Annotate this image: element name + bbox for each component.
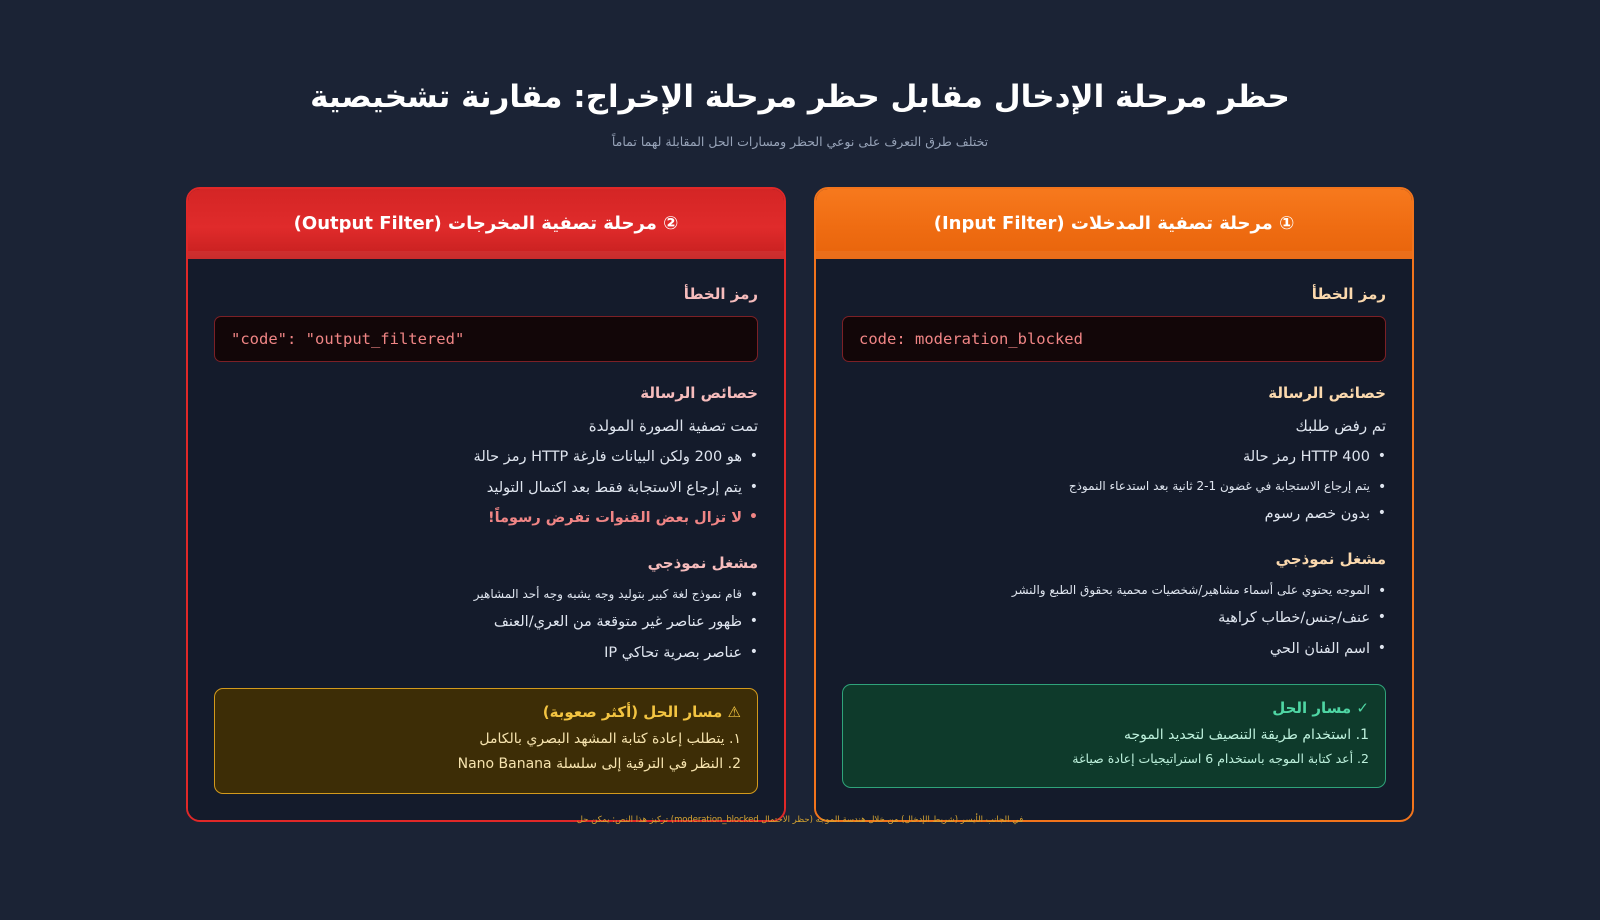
error-code-label: رمز الخطأ — [1311, 284, 1386, 303]
card-input-filter-header: ① مرحلة تصفية المدخلات (Input Filter) — [816, 189, 1412, 259]
page-title: حظر مرحلة الإدخال مقابل حظر مرحلة الإخراج: مقارنة تشخيصية — [310, 79, 1290, 115]
solution-step: 2. النظر في الترقية إلى سلسلة Nano Banana — [457, 755, 741, 772]
error-code-value: code: moderation_blocked — [842, 316, 1386, 362]
trigger-bullet-list — [214, 585, 758, 665]
solution-box-output — [214, 688, 758, 794]
page-header — [0, 0, 1600, 149]
list-item: • بدون خصم رسوم — [842, 503, 1386, 525]
solution-title: ⚠ مسار الحل (أكثر صعوبة) — [542, 703, 741, 722]
message-lead: تمت تصفية الصورة المولدة — [588, 416, 758, 435]
list-item: • يتم إرجاع الاستجابة في غضون 1-2 ثانية بعد استدعاء النموذج — [842, 477, 1386, 496]
comparison-cards-row — [0, 187, 1600, 822]
typical-trigger-label: مشغل نموذجي — [647, 553, 758, 572]
card-input-filter — [814, 187, 1414, 822]
error-code-label: رمز الخطأ — [683, 284, 758, 303]
typical-trigger-label: مشغل نموذجي — [1275, 549, 1386, 568]
list-item: • الموجه يحتوي على أسماء مشاهير/شخصيات محمية بحقوق الطبع والنشر — [842, 581, 1386, 600]
solution-step: 2. أعد كتابة الموجه باستخدام 6 استراتيجيات إعادة صياغة — [1072, 750, 1369, 766]
message-characteristics-label: خصائص الرسالة — [1268, 383, 1386, 402]
card-input-filter-body — [816, 259, 1412, 814]
list-item: • عناصر بصرية تحاكي IP — [214, 642, 758, 664]
message-bullet-list — [842, 446, 1386, 526]
solution-step: ١. يتطلب إعادة كتابة المشهد البصري بالكامل — [479, 731, 741, 748]
message-lead: تم رفض طلبك — [1295, 416, 1386, 435]
error-code-value: "code": "output_filtered" — [214, 316, 758, 362]
list-item: • ظهور عناصر غير متوقعة من العري/العنف — [214, 611, 758, 633]
message-bullet-list — [214, 446, 758, 529]
card-output-filter — [186, 187, 786, 822]
list-item: • عنف/جنس/خطاب كراهية — [842, 607, 1386, 629]
card-output-filter-body — [188, 259, 784, 820]
page-footer-note: في الجانب الأيسر (شريط الإدخال) من خلال هندسة الموجه (حظر الاحتمال moderation_blocked) تركيز هذا النص: يمكن حل — [576, 815, 1024, 825]
page-subtitle: تختلف طرق التعرف على نوعي الحظر ومسارات الحل المقابلة لهما تماماً — [611, 133, 989, 149]
list-item: • اسم الفنان الحي — [842, 638, 1386, 660]
solution-box-input — [842, 684, 1386, 787]
list-item: • هو 200 ولكن البيانات فارغة HTTP رمز حالة — [214, 446, 758, 468]
list-item: • يتم إرجاع الاستجابة فقط بعد اكتمال التوليد — [214, 477, 758, 499]
list-item: • قام نموذج لغة كبير بتوليد وجه يشبه وجه أحد المشاهير — [214, 585, 758, 604]
card-output-filter-header: ② مرحلة تصفية المخرجات (Output Filter) — [188, 189, 784, 259]
solution-title: ✓ مسار الحل — [1272, 699, 1369, 718]
solution-step: 1. استخدام طريقة التنصيف لتحديد الموجه — [1124, 727, 1369, 744]
message-characteristics-label: خصائص الرسالة — [640, 383, 758, 402]
trigger-bullet-list — [842, 581, 1386, 661]
list-item: • HTTP 400 رمز حالة — [842, 446, 1386, 468]
list-item: • لا تزال بعض القنوات تفرض رسوماً! — [214, 507, 758, 529]
